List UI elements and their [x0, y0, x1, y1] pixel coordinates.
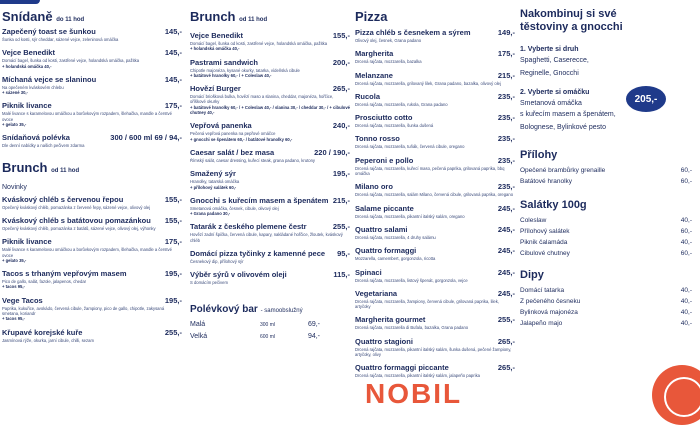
side-item-price: 40,-	[680, 298, 692, 305]
side-item-name: Opečené brambůrky grenaille	[520, 167, 606, 174]
brunch-heading: Brunch od 11 hod	[2, 159, 80, 175]
menu-item	[190, 148, 350, 167]
menu-item-name: Caesar salát / bez masa	[190, 147, 275, 157]
combo-step1: 1. Vyberte si druh	[520, 46, 579, 53]
soup-name: Velká	[190, 332, 208, 340]
menu-item-price: 220 / 190,-	[314, 147, 350, 157]
menu-item-price: 240,-	[332, 121, 350, 131]
menu-item-description: Hovězí zadní špička, červená cibule, kapary, nakládané hořčice, žloutek, kváskový chléb	[190, 232, 343, 243]
menu-item-name: Míchaná vejce se slaninou	[2, 74, 97, 84]
menu-item-name: Snídaňová polévka	[2, 133, 70, 143]
side-item	[520, 296, 700, 307]
menu-item-price: 235,-	[497, 91, 515, 101]
menu-item-description: Malé livance s karamelovou omáčkou a borůvkovým rozpadem, šlehačka, mandle a čerstvé ovoce	[2, 111, 172, 122]
side-item-name: Coleslaw	[520, 217, 547, 224]
menu-item-name: Spinaci	[355, 267, 382, 277]
menu-item-name: Pastrami sandwich	[190, 57, 258, 67]
menu-item-price: 235,-	[497, 155, 515, 165]
menu-item	[2, 75, 182, 100]
combo-step2: 2. Vyberte si omáčku	[520, 89, 590, 96]
combo-step2-opt1: Smetanová omáčka	[520, 100, 582, 107]
menu-item-description: Drcená rajčata, mozzarella, šunka dušená	[355, 123, 434, 129]
menu-item-addon: + tacos 95,-	[2, 316, 25, 322]
soup-vol: 300 ml	[260, 321, 276, 328]
menu-item	[2, 195, 182, 214]
menu-item-price: 235,-	[497, 182, 515, 192]
menu-item-price: 155,-	[332, 31, 350, 40]
side-item	[520, 176, 700, 187]
menu-item-description: Římský salát, caesar dressing, kuřecí steak, grana padano, krutony	[190, 157, 315, 163]
soup-size-row	[190, 331, 350, 343]
menu-item-description: Drcená rajčata, mozzarella, 4 druhy salámu	[355, 234, 436, 240]
combo-step2-opt3: Bolognese, Bylinkové pesto	[520, 124, 606, 131]
menu-item	[355, 204, 515, 223]
menu-item-description: Smetanová omáčka, česnek, cibule, olivový olej	[190, 205, 279, 211]
menu-item	[355, 71, 515, 90]
menu-item-price: 200,-	[332, 57, 350, 67]
menu-item-addon: + tacos 95,-	[2, 284, 25, 290]
menu-item-description: Drcená rajčata, mozzarella, pikantní italský salám, šunka dušená, pečené žampiony, artyčoky, olivy	[355, 346, 512, 358]
menu-item-name: Křupavé korejské kuře	[2, 327, 83, 337]
menu-item-name: Rucola	[355, 91, 381, 101]
menu-item	[2, 216, 182, 235]
pizza-heading: Pizza	[355, 9, 388, 24]
menu-item-description: Paprika, kukuřice, avokádo, červená cibule, žampiony, pico de gallo, chipotle, zakysaná smetana, koriandr	[2, 305, 165, 317]
menu-item-price: 215,-	[497, 70, 515, 80]
menu-item-price: 235,-	[497, 113, 515, 123]
side-item-price: 40,-	[680, 309, 692, 316]
menu-item-description: Na opečeném kváskovém chlebu	[2, 84, 64, 90]
novinky-label: Novinky	[2, 183, 27, 191]
menu-item	[2, 269, 182, 294]
menu-item-description: Drcená rajčata, mozzarella, listový špenát, gorgonzola, vejce	[355, 277, 468, 283]
menu-item-name: Salame piccante	[355, 203, 414, 213]
menu-item-price: 145,-	[164, 74, 182, 84]
menu-item-addon: + Grana padano 30,-	[190, 211, 231, 217]
menu-item-name: Kváskový chléb s červenou řepou	[2, 194, 124, 204]
menu-item-name: Výběr sýrů v olivovém oleji	[190, 270, 287, 280]
menu-item-addon: + přílohový salátek 60,-	[190, 184, 237, 190]
menu-item-name: Gnocchi s kuřecím masem a špenátem	[190, 195, 329, 205]
menu-item-price: 265,-	[497, 363, 515, 373]
menu-item-name: Quattro stagioni	[355, 336, 413, 346]
combo-price-badge: 205,-	[626, 86, 666, 112]
combo-step2-opt2: s kuřecím masem a špenátem,	[520, 111, 616, 118]
menu-item-description: Chipotle majonéza, kysané okurky, tatarka, vídeňská cibule	[190, 67, 300, 73]
menu-item-description: Drcená rajčata, mozzarella di Bufala, bazalka, Grana padano	[355, 325, 469, 331]
menu-item	[355, 337, 515, 362]
side-item-name: Bylinková majonéza	[520, 309, 578, 316]
dips-heading: Dipy	[520, 269, 544, 281]
menu-item-description: Drcená rajčata, mozzarella, pikantní italský salám, oregano	[355, 213, 465, 219]
menu-item	[2, 237, 182, 267]
menu-item	[190, 31, 350, 56]
combo-step1-opt2: Reginelle, Gnocchi	[520, 70, 579, 77]
menu-item-description: Drcená rajčata, mozzarella, pikantní italský salám, jalapeño paprika	[355, 373, 480, 379]
menu-item-description: Malé livance s karamelovou omáčkou a borůvkovým rozpadem, šlehačka, mandle a čerstvé ovoce	[2, 247, 172, 258]
menu-item	[2, 328, 182, 347]
side-item-name: Piknik čalamáda	[520, 239, 568, 246]
side-item	[520, 215, 700, 226]
menu-item-addon: + gelato 35,-	[2, 122, 27, 128]
menu-item-addon: + gnocchi se špenátem 60,- / batátové hranolky 60,-	[190, 136, 293, 142]
side-item-price: 40,-	[680, 239, 692, 246]
menu-item-price: 245,-	[497, 224, 515, 234]
side-item-price: 40,-	[680, 320, 692, 327]
menu-item-price: 175,-	[497, 49, 515, 59]
menu-item-name: Tacos s trhaným vepřovým masem	[2, 269, 127, 279]
column-pizza	[355, 0, 515, 400]
side-item	[520, 226, 700, 237]
menu-item-price: 115,-	[333, 270, 350, 280]
menu-item-price: 265,-	[497, 336, 515, 346]
menu-item-price: 155,-	[164, 194, 182, 204]
salads-heading: Salátky 100g	[520, 199, 587, 211]
menu-item-name: Milano oro	[355, 182, 393, 192]
menu-item	[190, 196, 350, 221]
menu-item	[355, 28, 515, 47]
menu-item-description: Drcená rajčata, mozzarella, bazalka	[355, 59, 422, 65]
menu-item-addon: + holandská omáčka 40,-	[190, 46, 240, 52]
menu-item-description: Domácí briošková bulka, hovězí maso a slanina, cheddar, majonéza, hořčice, oříškové okurky	[190, 94, 334, 105]
menu-item-name: Pizza chléb s česnekem a sýrem	[355, 28, 471, 37]
side-item-price: 60,-	[680, 250, 692, 257]
side-item	[520, 307, 700, 318]
menu-item-description: Olivový olej, česnek, Grana padano	[355, 38, 422, 43]
menu-item-name: Margherita gourmet	[355, 315, 426, 325]
side-item-price: 40,-	[680, 287, 692, 294]
menu-item-description: Domácí bagel, šunka od kosti, zastřené vejce, holandská omáčka, pažitka	[190, 41, 328, 46]
menu-item-description: Pico de gallo, salát, fazole, jalapenos, chedar	[2, 279, 87, 285]
menu-item	[355, 92, 515, 111]
menu-item-description: Drcená rajčata, mozzarella, kuřecí maso, pečená paprika, grilovaná paprika, bbq omáčka	[355, 165, 505, 177]
menu-item-price: 245,-	[497, 288, 515, 298]
menu-item-name: Quattro formaggi	[355, 246, 417, 256]
menu-item	[2, 101, 182, 131]
menu-item-description: Drcená rajčata, mozzarella, rukola, Grana padano	[355, 101, 448, 107]
menu-item-price: 255,-	[332, 222, 350, 232]
globe-logo-icon	[652, 365, 700, 425]
menu-item-price: 245,-	[497, 203, 515, 213]
menu-item-price: 255,-	[164, 327, 182, 337]
menu-item-description: Česnekový dip, přílohový sýr	[190, 259, 244, 265]
menu-item-name: Quattro salami	[355, 224, 408, 234]
menu-item-description: Opečený kváskový chléb, pomazánka z batátů, sázené vejce, olivový olej, výhonky	[2, 225, 156, 231]
menu-item-name: Zapečený toast se šunkou	[2, 27, 96, 36]
menu-item-name: Tonno rosso	[355, 134, 400, 144]
menu-item-description: Drcená rajčata, mozzarella, žampiony, červená cibule, grilovaná paprika, lilek, artyčoky	[355, 298, 499, 310]
menu-item-name: Vegetariana	[355, 288, 398, 298]
menu-item	[355, 268, 515, 287]
column-breakfast	[0, 0, 182, 400]
menu-item-description: Drcená rajčata, mozzarella, salám Milano, červená cibule, grilovaná paprika, oregano	[355, 192, 514, 198]
menu-item-name: Vejce Benedikt	[190, 31, 243, 40]
menu-item	[190, 121, 350, 146]
menu-item-description: Mozzarella, camembert, gorgonzola, ricotta	[355, 256, 436, 262]
menu-item	[190, 249, 350, 268]
menu-item-addon: + holandská omáčka 40,-	[2, 63, 52, 69]
side-item	[520, 165, 700, 176]
menu-item-price: 155,-	[164, 215, 182, 225]
menu-item-name: Peperoni e pollo	[355, 155, 414, 165]
menu-item-description: Domácí bagel, šunka od kosti, zastřené vejce, holandská omáčka, pažitka	[2, 58, 140, 64]
sides-heading: Přílohy	[520, 149, 558, 161]
menu-item	[355, 49, 515, 68]
menu-item	[355, 134, 515, 153]
menu-item-name: Smažený sýr	[190, 169, 236, 179]
menu-item-description: Jasmínová rýže, okurka, jarní cibule, chilli, sezam	[2, 337, 94, 343]
menu-item-description: Drcená rajčata, mozzarella, tuňák, červená cibule, oregano	[355, 144, 465, 150]
menu-item	[355, 156, 515, 181]
menu-item-price: 245,-	[497, 246, 515, 256]
menu-item	[190, 169, 350, 194]
menu-item-name: Margherita	[355, 49, 394, 59]
menu-item	[2, 296, 182, 326]
side-item-price: 60,-	[680, 228, 692, 235]
side-item	[520, 318, 700, 329]
side-item-name: Cibulové chutney	[520, 250, 570, 257]
menu-item-name: Kváskový chléb s batátovou pomazánkou	[2, 215, 151, 225]
side-item-name: Batátové hranolky	[520, 178, 573, 185]
menu-item-price: 95,-	[337, 249, 350, 259]
menu-item-price: 265,-	[332, 84, 350, 94]
menu-item-price: 235,-	[497, 134, 515, 144]
menu-item-name: Piknik livance	[2, 237, 52, 247]
menu-item-price: 145,-	[164, 27, 182, 36]
combo-heading: Nakombinuj si své těstoviny a gnocchi	[520, 8, 623, 33]
menu-item-price: 245,-	[497, 267, 515, 277]
menu-item-name: Piknik livance	[2, 101, 52, 111]
menu-item-price: 195,-	[164, 295, 182, 305]
side-item-name: Přílohový salátek	[520, 228, 570, 235]
soup-size-row	[190, 319, 350, 331]
menu-item-price: 149,-	[497, 28, 515, 37]
soup-vol: 600 ml	[260, 333, 276, 340]
menu-item	[2, 133, 182, 152]
menu-item	[190, 270, 350, 289]
side-item-name: Z pečeného česneku	[520, 298, 581, 305]
menu-item	[2, 48, 182, 73]
soup-price: 69,-	[307, 320, 320, 328]
column-combos	[520, 0, 700, 400]
menu-item-description: Šunka od kosti, sýr cheddar, sázené vejce, zeleninová omáčka	[2, 37, 119, 42]
breakfast-heading: Snídaně do 11 hod	[2, 9, 85, 24]
menu-item	[355, 315, 515, 334]
menu-item	[355, 289, 515, 314]
soup-heading: Polévkový bar - samoobslužný	[190, 303, 303, 315]
menu-item-description: Pečená vepřová panenka na pepřové omáčce	[190, 131, 276, 137]
menu-item-name: Domácí pizza tyčinky z kamenné pece	[190, 249, 326, 259]
menu-item-name: Tatarák z českého plemene čestr	[190, 222, 307, 232]
menu-item-addon: + batátové hranolky 60,- / + Coleslaw 40,- / slanina 30,- / cheddar 30,- / + cibulové chutney 40,-	[190, 104, 350, 116]
side-item-price: 40,-	[680, 217, 692, 224]
menu-item-price: 255,-	[497, 315, 515, 325]
side-item-price: 60,-	[680, 178, 692, 185]
nobil-logo: NOBIL	[365, 378, 463, 409]
menu-item-name: Vepřová panenka	[190, 121, 252, 131]
menu-item-name: Melanzane	[355, 70, 393, 80]
menu-item-price: 145,-	[164, 48, 182, 58]
menu-item	[355, 182, 515, 201]
menu-item	[355, 246, 515, 265]
menu-item-description: Hranolky, tatarská omáčka	[190, 179, 240, 185]
menu-item-price: 300 / 600 ml 69 / 94,-	[110, 133, 182, 143]
side-item-name: Jalapeño majo	[520, 320, 563, 327]
side-item	[520, 285, 700, 296]
menu-item-price: 175,-	[164, 101, 182, 111]
menu-item	[355, 113, 515, 132]
menu-item-description: Drcená rajčata, mozzarella, grilovaný lilek, Grana padano, bazalka, olivový olej	[355, 80, 501, 86]
menu-item-description: Opečený kváskový chléb, pomazánka z červené řepy, sázené vejce, olivový olej	[2, 204, 151, 210]
menu-item-name: Quattro formaggi piccante	[355, 363, 449, 373]
menu-item-price: 195,-	[164, 269, 182, 279]
side-item	[520, 237, 700, 248]
brunch-heading-2: Brunch od 11 hod	[190, 9, 268, 24]
menu-item-name: Prosciutto cotto	[355, 113, 413, 123]
menu-item-description: Dle denní nabídky a našich pečivem zdarma	[2, 143, 85, 149]
menu-item-addon: + batátové hranolky 60,- / + Coleslaw 40,-	[190, 72, 272, 78]
menu-item-name: Vege Tacos	[2, 295, 43, 305]
menu-item	[190, 84, 350, 119]
soup-price: 94,-	[307, 332, 320, 340]
menu-item-description: S domácím pečivem	[190, 280, 228, 286]
menu-item-price: 215,-	[332, 195, 350, 205]
menu-item-price: 175,-	[164, 237, 182, 247]
soup-name: Malá	[190, 320, 206, 328]
menu-item-addon: + sázené 30,-	[2, 90, 28, 96]
menu-item	[190, 222, 350, 247]
menu-item-price: 195,-	[332, 169, 350, 179]
combo-step1-opt1: Spaghetti, Caserecce,	[520, 57, 589, 64]
menu-item-addon: + gelato 35,-	[2, 257, 27, 263]
menu-item	[355, 225, 515, 244]
side-item-price: 60,-	[680, 167, 692, 174]
menu-item	[2, 27, 182, 46]
menu-item	[190, 58, 350, 83]
side-item	[520, 248, 700, 259]
side-item-name: Domácí tatarka	[520, 287, 565, 294]
column-brunch	[190, 0, 350, 400]
menu-item-name: Hovězí Burger	[190, 84, 241, 94]
menu-item-name: Vejce Benedikt	[2, 48, 55, 58]
